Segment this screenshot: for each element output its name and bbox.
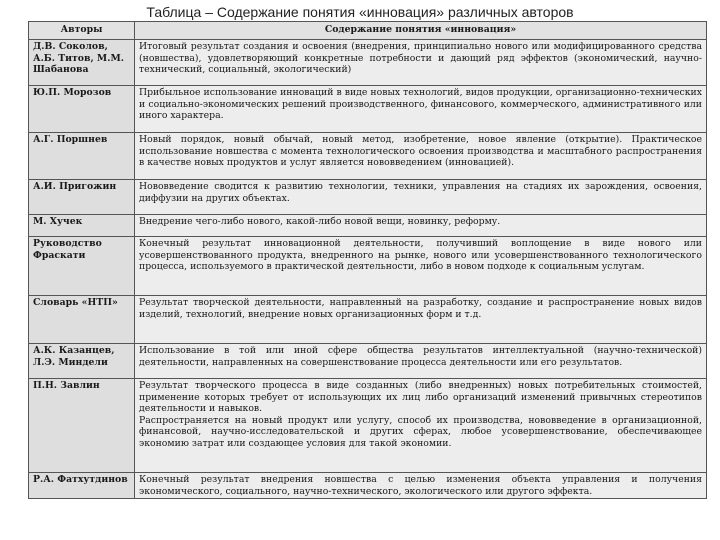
content-cell [135, 473, 707, 499]
table-row [29, 180, 707, 215]
table-row [29, 133, 707, 180]
content-cell [135, 379, 707, 473]
author-cell: П.Н. Завлин [29, 379, 135, 473]
author-cell: А.И. Пригожин [29, 180, 135, 215]
table-row [29, 215, 707, 237]
content-cell [135, 40, 707, 86]
content-text: Внедрение чего-либо нового, какой-либо новой вещи, новинку, реформу. [139, 216, 501, 227]
table-row [29, 296, 707, 344]
content-text: Прибыльное использование инноваций в виде новых технологий, видов продукции, организационно-технических и социально-экономических решений производственного, финансового, коммерческого, административного или иного характера. [139, 87, 702, 121]
author-cell: А.Г. Поршнев [29, 133, 135, 180]
content-text: Нововведение сводится к развитию технологии, техники, управления на стадиях их зарождения, освоения, диффузии на других объектах. [139, 181, 702, 204]
table-row [29, 40, 707, 86]
content-text: Новый порядок, новый обычай, новый метод, изобретение, новое явление (открытие). Практическое использование новшества с момента технологического освоения производства и масштабного распространения в качестве новых продуктов и услуг является нововведением (инновацией). [139, 134, 702, 168]
content-cell [135, 237, 707, 296]
table-row [29, 473, 707, 499]
header-content: Содержание понятия «инновация» [135, 22, 707, 40]
content-text: Результат творческой деятельности, направленный на разработку, создание и распространение новых видов изделий, технологий, внедрение новых организационных форм и т.д. [139, 297, 702, 320]
table-row [29, 344, 707, 379]
author-cell: Словарь «НТП» [29, 296, 135, 344]
author-cell: Р.А. Фатхутдинов [29, 473, 135, 499]
table-header-row [29, 22, 707, 40]
content-text: Распространяется на новый продукт или услугу, способ их производства, нововведение в организационной, финансовой, научно-исследовательской и других сферах, любое усовершенствование, обеспечивающее экономию затрат или создающее условия для такой экономии. [139, 414, 702, 449]
page-title: Таблица – Содержание понятия «инновация» различных авторов [146, 4, 574, 20]
content-text: Результат творческого процесса в виде созданных (либо внедренных) новых потребительных стоимостей, применение которых требует от использующих их лиц либо организаций изменений привычных стереотипов деятельности и навыков. [139, 380, 702, 414]
content-cell [135, 133, 707, 180]
content-cell [135, 180, 707, 215]
content-text: Использование в той или иной сфере общества результатов интеллектуальной (научно-технической) деятельности, направленных на совершенствование процесса деятельности или его результатов. [139, 345, 702, 368]
content-cell [135, 344, 707, 379]
author-cell: Ю.П. Морозов [29, 86, 135, 133]
table-row [29, 379, 707, 473]
innovation-definitions-table [28, 21, 707, 499]
author-cell: А.К. Казанцев, Л.Э. Миндели [29, 344, 135, 379]
content-text: Конечный результат инновационной деятельности, получивший воплощение в виде нового или усовершенствованного продукта, внедренного на рынке, нового или усовершенствованного технологического процесса, используемого в практической деятельности, либо в новом подходе к социальным услугам. [139, 238, 702, 272]
content-text: Конечный результат внедрения новшества с целью изменения объекта управления и получения экономического, социального, научно-технического, экологического или другого эффекта. [139, 474, 702, 497]
table-row [29, 86, 707, 133]
content-text: Итоговый результат создания и освоения (внедрения, принципиально нового или модифицированного средства (новшества), удовлетворяющий конкретные потребности и дающий ряд эффектов (экономический, научно-технический, социальный, экологический) [139, 41, 702, 75]
content-cell [135, 86, 707, 133]
content-cell [135, 215, 707, 237]
author-cell: М. Хучек [29, 215, 135, 237]
header-authors: Авторы [29, 22, 135, 40]
author-cell: Д.В. Соколов, А.Б. Титов, М.М. Шабанова [29, 40, 135, 86]
table-row [29, 237, 707, 296]
author-cell: Руководство Фраскати [29, 237, 135, 296]
content-cell [135, 296, 707, 344]
